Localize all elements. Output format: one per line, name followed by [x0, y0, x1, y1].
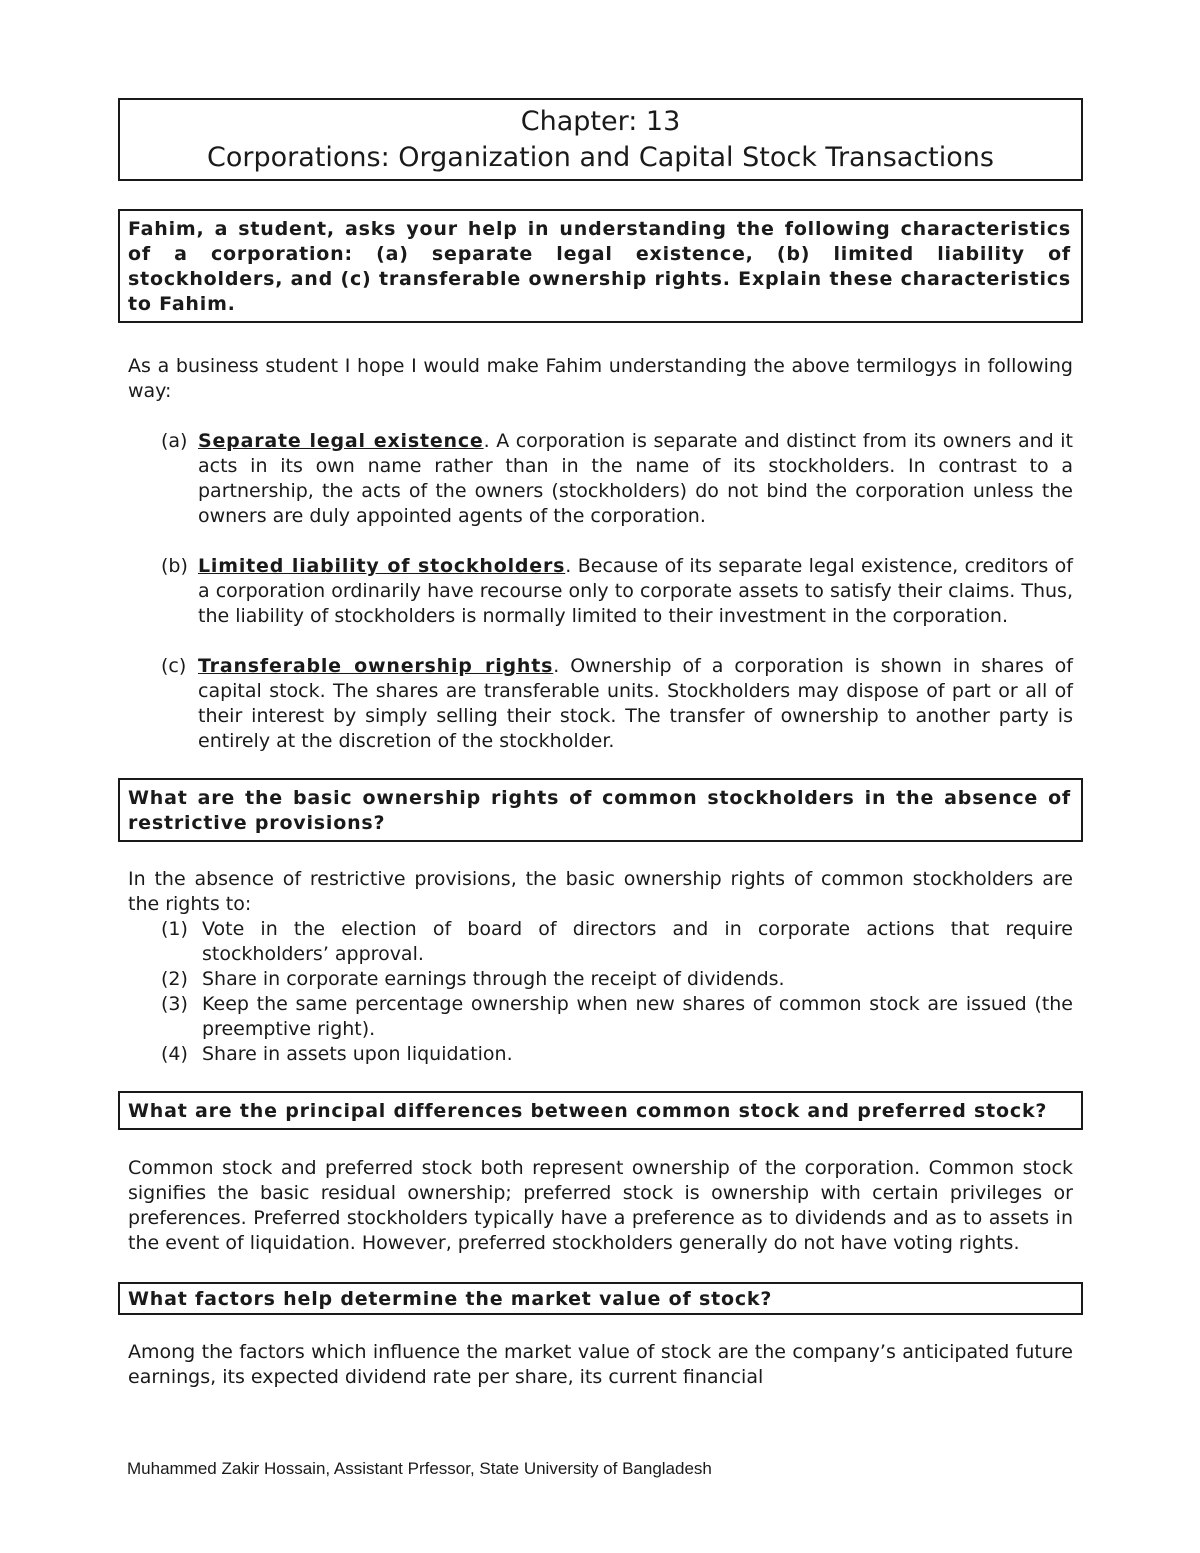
- item-text: Share in assets upon liquidation.: [202, 1043, 513, 1065]
- item-label: (1): [161, 918, 188, 940]
- chapter-title-box: [118, 98, 1083, 181]
- item-text: Vote in the election of board of directors and in corporate actions that require stockholders’ approval.: [202, 918, 1073, 965]
- item-label: (c): [161, 655, 187, 677]
- term-separate-legal-existence: Separate legal existence: [198, 430, 484, 452]
- list-item: [118, 1042, 1083, 1067]
- list-item: [118, 917, 1083, 967]
- item-label: (4): [161, 1043, 188, 1065]
- list-item: [118, 654, 1083, 754]
- answer-intro-1: As a business student I hope I would make Fahim understanding the above termilogys in following way:: [128, 355, 1073, 402]
- list-item: [118, 429, 1083, 529]
- term-transferable-ownership: Transferable ownership rights: [198, 655, 554, 677]
- page-footer: Muhammed Zakir Hossain, Assistant Prfessor, State University of Bangladesh: [127, 1459, 712, 1478]
- term-limited-liability: Limited liability of stockholders: [198, 555, 566, 577]
- answer-3: Common stock and preferred stock both represent ownership of the corporation. Common stock signifies the basic residual ownership; preferred stock is ownership with certain privileges or preferences. Preferred stockholders typically have a preference as to dividends and as to assets in the event of liquidation. However, preferred stockholders generally do not have voting rights.: [128, 1157, 1073, 1254]
- answer-4: Among the factors which influence the market value of stock are the company’s anticipated future earnings, its expected dividend rate per share, its current financial: [128, 1341, 1073, 1388]
- chapter-title: Corporations: Organization and Capital Stock Transactions: [207, 142, 994, 173]
- list-item: [118, 967, 1083, 992]
- item-text: Share in corporate earnings through the receipt of dividends.: [202, 968, 785, 990]
- answer-intro-2: In the absence of restrictive provisions, the basic ownership rights of common stockholders are the rights to:: [128, 868, 1073, 915]
- item-label: (b): [161, 555, 188, 577]
- list-item: [118, 554, 1083, 629]
- question-box-3: What are the principal differences between common stock and preferred stock?: [118, 1091, 1083, 1130]
- item-label: (a): [161, 430, 188, 452]
- item-text: . A corporation is separate and distinct from its owners and it acts in its own name rather than in the name of its stockholders. In contrast to a partnership, the acts of the owners (stockholders) do not bind the corporation unless the owners are duly appointed agents of the corporation.: [198, 430, 1073, 527]
- question-box-1: Fahim, a student, asks your help in understanding the following characteristics of a corporation: (a) separate legal existence, (b) limited liability of stockholders, and (c) transferable ownership rights. Explain these characteristics to Fahim.: [118, 209, 1083, 323]
- item-label: (3): [161, 993, 188, 1015]
- list-item: [118, 992, 1083, 1042]
- document-page: [118, 98, 1083, 1390]
- question-box-2: What are the basic ownership rights of common stockholders in the absence of restrictive provisions?: [118, 778, 1083, 842]
- item-text: . Because of its separate legal existence, creditors of a corporation ordinarily have recourse only to corporate assets to satisfy their claims. Thus, the liability of stockholders is normally limited to their investment in the corporation.: [198, 555, 1073, 627]
- item-text: . Ownership of a corporation is shown in shares of capital stock. The shares are transferable units. Stockholders may dispose of part or all of their interest by simply selling their stock. The transfer of ownership to another party is entirely at the discretion of the stockholder.: [198, 655, 1073, 752]
- chapter-number: Chapter: 13: [520, 106, 681, 137]
- item-label: (2): [161, 968, 188, 990]
- question-box-4: What factors help determine the market value of stock?: [118, 1282, 1083, 1315]
- item-text: Keep the same percentage ownership when new shares of common stock are issued (the preemptive right).: [202, 993, 1073, 1040]
